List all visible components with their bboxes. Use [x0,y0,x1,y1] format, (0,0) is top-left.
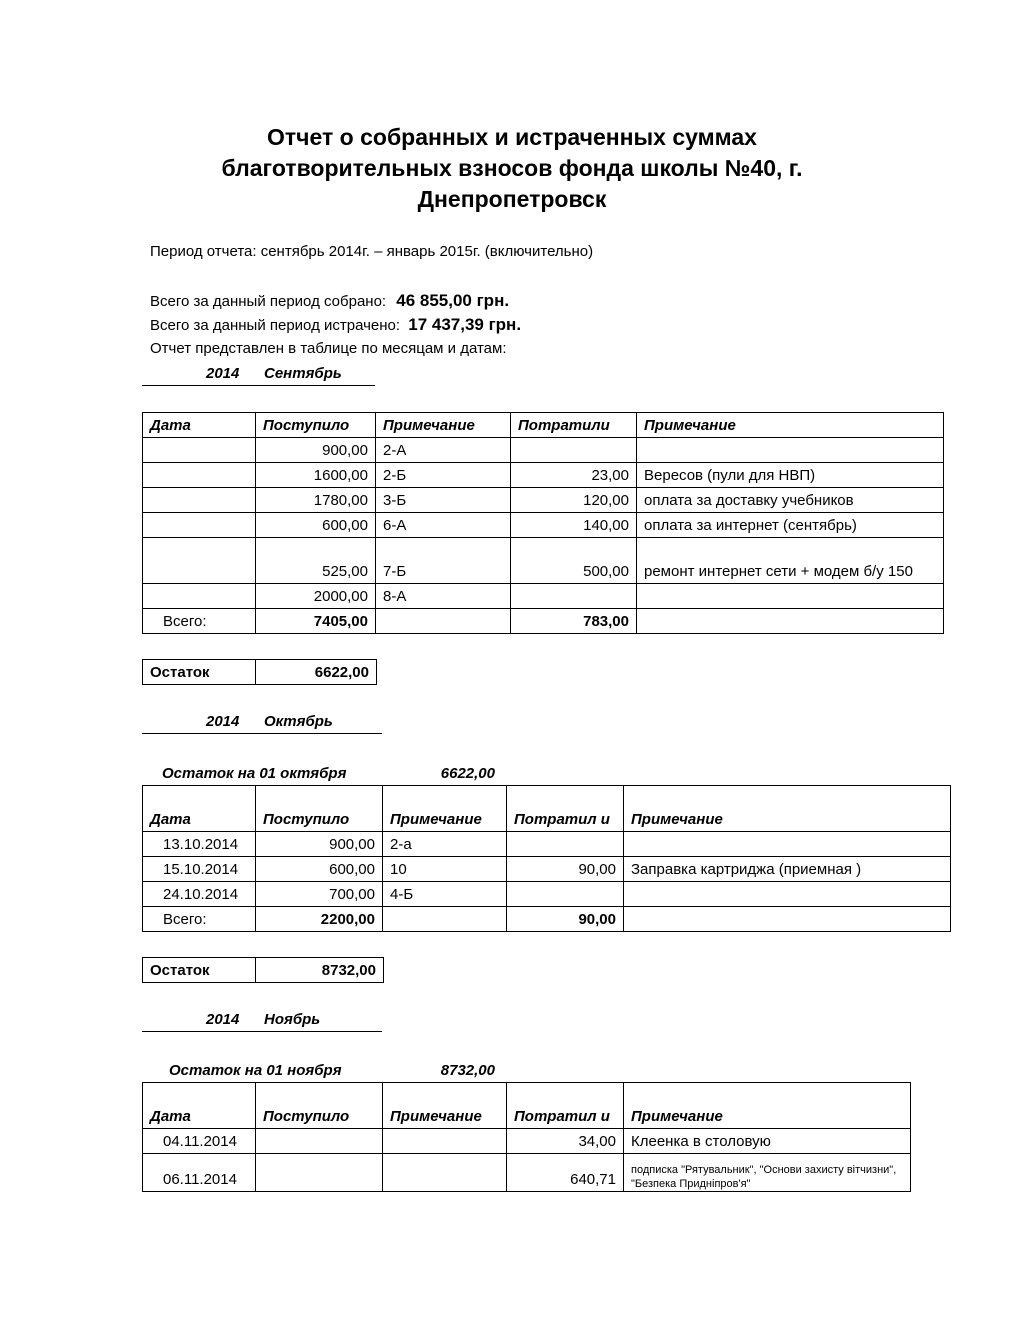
table-header-row [143,786,951,832]
cell-note-in: 6-А [376,513,511,538]
cell-date: 24.10.2014 [143,882,256,907]
cell-note-in: 3-Б [376,488,511,513]
col-spent: Потратил и [507,1083,624,1129]
october-opening-balance [142,763,495,785]
cell-date [143,584,256,609]
cell-received: 900,00 [256,832,383,857]
spent-label: Всего за данный период истрачено: [150,317,401,334]
september-balance [142,659,377,685]
cell-date [143,538,256,584]
cell-note-in: 7-Б [376,538,511,584]
cell-note-out [624,832,951,857]
col-received: Поступило [256,413,376,438]
table-row [143,438,944,463]
table-row [143,1154,911,1192]
cell-spent [507,882,624,907]
cell-note-in: 10 [383,857,507,882]
total-label: Всего: [143,609,256,634]
title-line-1: Отчет о собранных и истраченных суммах [267,124,757,150]
cell-note-in: 2-А [376,438,511,463]
empty-cell [637,609,944,634]
opening-value: 8732,00 [440,1062,495,1079]
balance-value: 6622,00 [256,660,377,685]
october-heading [142,711,382,734]
table-row [143,857,951,882]
empty-cell [624,907,951,932]
cell-date [143,488,256,513]
october-balance [142,957,384,983]
cell-received: 700,00 [256,882,383,907]
cell-received [256,1129,383,1154]
cell-date [143,438,256,463]
total-label: Всего: [143,907,256,932]
october-month: Октябрь [264,713,333,730]
cell-note-out: Вересов (пули для НВП) [637,463,944,488]
cell-note-out [624,882,951,907]
cell-note-in: 2-а [383,832,507,857]
col-date: Дата [143,1083,256,1129]
cell-received: 600,00 [256,513,376,538]
cell-date [143,513,256,538]
november-month: Ноябрь [264,1011,321,1028]
total-row [143,907,951,932]
cell-note-out [637,584,944,609]
cell-note-out: ремонт интернет сети + модем б/у 150 [637,538,944,584]
table-row [143,584,944,609]
table-row [143,538,944,584]
cell-note-in: 8-А [376,584,511,609]
cell-spent [511,438,637,463]
col-note-in: Примечание [376,413,511,438]
cell-note-out: подписка "Рятувальник", "Основи захисту вітчизни", "Безпека Придніпров'я" [624,1154,911,1192]
table-row [143,882,951,907]
cell-spent [511,584,637,609]
col-note-out: Примечание [624,1083,911,1129]
november-opening-balance [149,1060,495,1082]
cell-spent: 500,00 [511,538,637,584]
balance-label: Остаток [143,958,256,983]
cell-received: 600,00 [256,857,383,882]
cell-received: 1600,00 [256,463,376,488]
cell-date: 13.10.2014 [143,832,256,857]
september-heading [142,363,375,386]
cell-date: 06.11.2014 [143,1154,256,1192]
september-table [142,412,944,634]
october-table [142,785,951,932]
opening-label: Остаток на 01 ноября [169,1062,342,1079]
cell-spent: 23,00 [511,463,637,488]
table-row [143,832,951,857]
col-received: Поступило [256,1083,383,1129]
cell-date [143,463,256,488]
cell-spent: 640,71 [507,1154,624,1192]
cell-note-in: 4-Б [383,882,507,907]
september-year: 2014 [206,365,240,382]
col-note-out: Примечание [624,786,951,832]
col-note-in: Примечание [383,786,507,832]
cell-note-out: Заправка картриджа (приемная ) [624,857,951,882]
november-heading [142,1009,382,1032]
table-header-row [143,1083,911,1129]
cell-note-out [637,438,944,463]
title-line-2: благотворительных взносов фонда школы №40, г. [221,155,803,181]
cell-spent: 120,00 [511,488,637,513]
table-row [143,1129,911,1154]
november-year: 2014 [206,1011,240,1028]
table-note: Отчет представлен в таблице по месяцам и датам: [150,340,507,357]
document-title [150,122,874,215]
cell-date: 04.11.2014 [143,1129,256,1154]
balance-value: 8732,00 [256,958,384,983]
collected-label: Всего за данный период собрано: [150,293,387,310]
table-row [143,463,944,488]
col-received: Поступило [256,786,383,832]
cell-received: 900,00 [256,438,376,463]
report-period: Период отчета: сентябрь 2014г. – январь 2015г. (включительно) [150,243,594,260]
november-table [142,1082,911,1192]
col-date: Дата [143,413,256,438]
total-spent: 90,00 [507,907,624,932]
col-note-in: Примечание [383,1083,507,1129]
cell-note-out: оплата за интернет (сентябрь) [637,513,944,538]
title-line-3: Днепропетровск [417,186,607,212]
balance-label: Остаток [143,660,256,685]
cell-received: 525,00 [256,538,376,584]
cell-received [256,1154,383,1192]
table-row [143,513,944,538]
cell-note-in: 2-Б [376,463,511,488]
cell-spent [507,832,624,857]
cell-received: 2000,00 [256,584,376,609]
table-row [143,488,944,513]
col-note-out: Примечание [637,413,944,438]
col-spent: Потратил и [507,786,624,832]
col-date: Дата [143,786,256,832]
collected-value: 46 855,00 грн. [396,291,510,310]
cell-received: 1780,00 [256,488,376,513]
total-spent: 783,00 [511,609,637,634]
cell-spent: 34,00 [507,1129,624,1154]
empty-cell [383,907,507,932]
empty-cell [376,609,511,634]
collected-line [150,291,509,311]
opening-value: 6622,00 [440,765,495,782]
table-header-row [143,413,944,438]
opening-label: Остаток на 01 октября [162,765,347,782]
cell-spent: 140,00 [511,513,637,538]
col-spent: Потратили [511,413,637,438]
cell-date: 15.10.2014 [143,857,256,882]
september-month: Сентябрь [264,365,342,382]
spent-line [150,315,521,335]
cell-note-out: Клеенка в столовую [624,1129,911,1154]
cell-note-in [383,1154,507,1192]
cell-note-in [383,1129,507,1154]
total-received: 7405,00 [256,609,376,634]
october-year: 2014 [206,713,240,730]
spent-value: 17 437,39 грн. [408,315,522,334]
total-received: 2200,00 [256,907,383,932]
total-row [143,609,944,634]
cell-spent: 90,00 [507,857,624,882]
cell-note-out: оплата за доставку учебников [637,488,944,513]
